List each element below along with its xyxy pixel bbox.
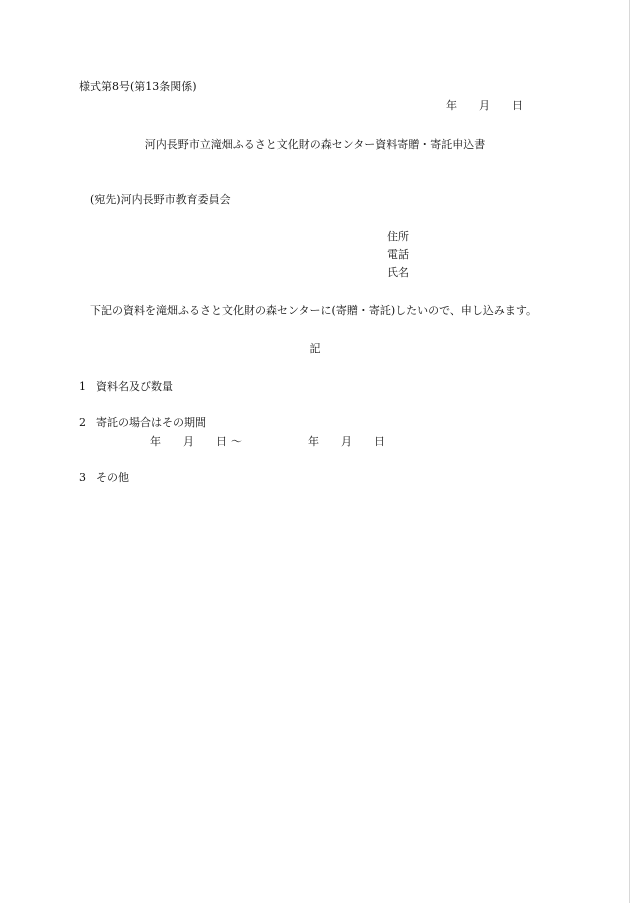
date-month-label: 月 [479, 99, 490, 112]
ki-heading: 記 [309, 342, 321, 355]
form-number: 様式第8号(第13条関係) [79, 80, 197, 93]
addressee: (宛先)河内長野市教育委員会 [90, 193, 231, 206]
body-text: 下記の資料を滝畑ふるさと文化財の森センターに(寄贈・寄託)したいので、申し込みます。 [90, 304, 538, 317]
item-1 [79, 381, 173, 392]
period-to-year: 年 [308, 435, 319, 448]
period-from-day: 日 [216, 435, 227, 448]
phone-label: 電話 [387, 248, 409, 261]
item-3 [79, 472, 129, 483]
period-from-year: 年 [150, 435, 161, 448]
name-label: 氏名 [387, 266, 409, 279]
item-2 [79, 417, 206, 428]
item-2-label: 寄託の場合はその期間 [96, 416, 206, 429]
period-to-day: 日 [374, 435, 385, 448]
period-tilde: 〜 [231, 435, 242, 448]
item-1-label: 資料名及び数量 [96, 380, 173, 393]
item-2-number: 2 [79, 416, 86, 429]
period-to-month: 月 [341, 435, 352, 448]
date-year-label: 年 [446, 99, 457, 112]
document-title: 河内長野市立滝畑ふるさと文化財の森センター資料寄贈・寄託申込書 [144, 138, 486, 151]
period-line [150, 436, 385, 447]
address-label: 住所 [387, 230, 409, 243]
date-day-label: 日 [512, 99, 523, 112]
item-3-number: 3 [79, 471, 86, 484]
period-from-month: 月 [183, 435, 194, 448]
item-3-label: その他 [96, 471, 129, 484]
item-1-number: 1 [79, 380, 86, 393]
date-line [446, 100, 523, 111]
